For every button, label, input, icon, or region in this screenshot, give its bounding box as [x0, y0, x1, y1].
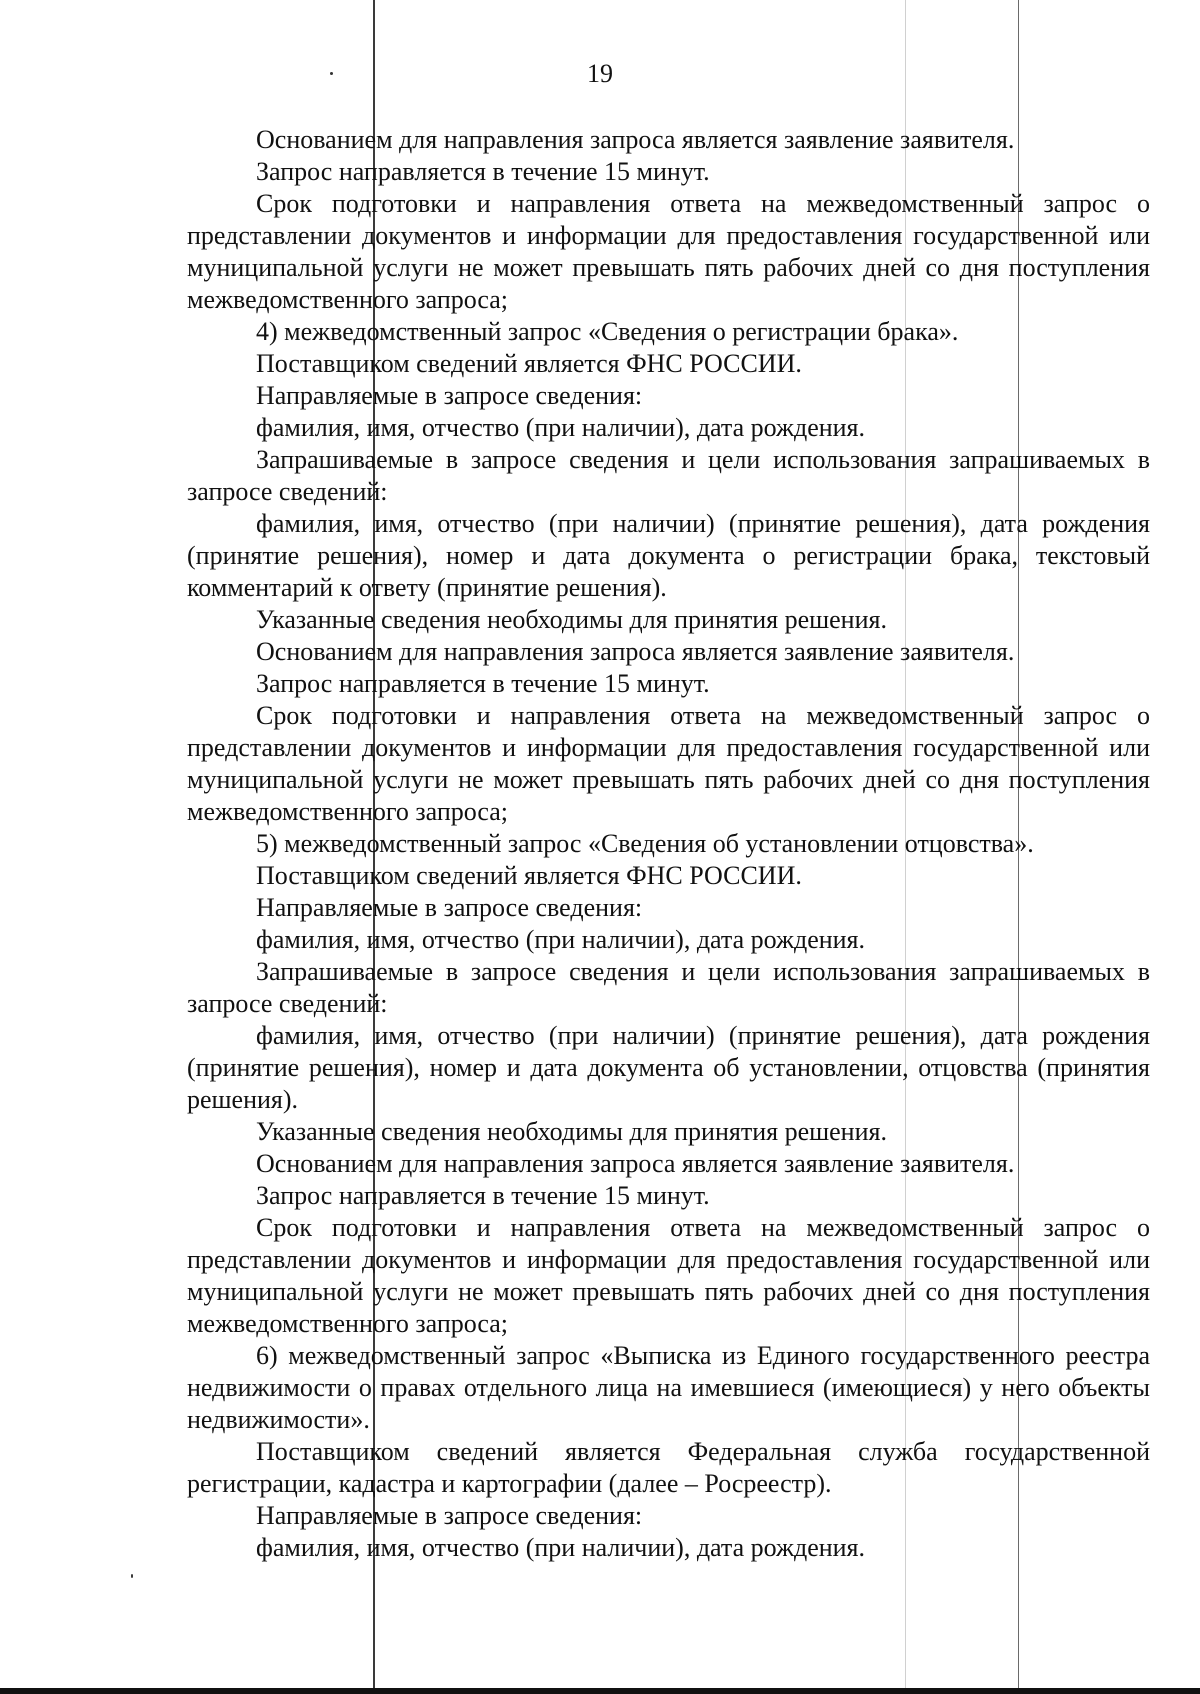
paragraph: Поставщиком сведений является Федеральная служба государственной регистрации, кадастра и картографии (далее – Росреестр). [187, 1437, 1150, 1498]
paragraph: фамилия, имя, отчество (при наличии), дата рождения. [256, 413, 866, 442]
paragraph: 5) межведомственный запрос «Сведения об установлении отцовства». [256, 829, 1034, 858]
paragraph: Срок подготовки и направления ответа на межведомственный запрос о представлении документов и информации для предоставления государственной или муниципальной услуги не может превышать пять рабочих дней со дня поступления межведомственного запроса; [187, 189, 1150, 314]
paragraph: фамилия, имя, отчество (при наличии) (принятие решения), дата рождения (принятие решения), номер и дата документа о регистрации брака, текстовый комментарий к ответу (принятие решения). [187, 509, 1150, 602]
paragraph: Запрашиваемые в запросе сведения и цели использования запрашиваемых в запросе сведений: [187, 957, 1150, 1018]
paragraph: Срок подготовки и направления ответа на межведомственный запрос о представлении документов и информации для предоставления государственной или муниципальной услуги не может превышать пять рабочих дней со дня поступления межведомственного запроса; [187, 701, 1150, 826]
paragraph: Основанием для направления запроса является заявление заявителя. [256, 637, 1015, 666]
paragraph: Срок подготовки и направления ответа на межведомственный запрос о представлении документов и информации для предоставления государственной или муниципальной услуги не может превышать пять рабочих дней со дня поступления межведомственного запроса; [187, 1213, 1150, 1338]
paragraph: 4) межведомственный запрос «Сведения о регистрации брака». [256, 317, 959, 346]
paragraph: Направляемые в запросе сведения: [256, 1501, 643, 1530]
paragraph: Указанные сведения необходимы для принятия решения. [256, 1117, 887, 1146]
page-number: 19 [587, 59, 613, 88]
scan-speck [131, 1574, 133, 1578]
paragraph: Запрашиваемые в запросе сведения и цели использования запрашиваемых в запросе сведений: [187, 445, 1150, 506]
document-body [187, 124, 1150, 1564]
paragraph: 6) межведомственный запрос «Выписка из Единого государственного реестра недвижимости о правах отдельного лица на имевшиеся (имеющиеся) у него объекты недвижимости». [187, 1341, 1150, 1434]
paragraph: Поставщиком сведений является ФНС РОССИИ. [256, 349, 802, 378]
paragraph: фамилия, имя, отчество (при наличии), дата рождения. [256, 925, 866, 954]
paragraph: Поставщиком сведений является ФНС РОССИИ. [256, 861, 802, 890]
paragraph: фамилия, имя, отчество (при наличии) (принятие решения), дата рождения (принятие решения), номер и дата документа об установлении, отцовства (принятия решения). [187, 1021, 1150, 1114]
paragraph: Основанием для направления запроса является заявление заявителя. [256, 125, 1015, 154]
paragraph: Направляемые в запросе сведения: [256, 893, 643, 922]
paragraph: Основанием для направления запроса является заявление заявителя. [256, 1149, 1015, 1178]
paragraph: Запрос направляется в течение 15 минут. [256, 669, 710, 698]
paragraph: Запрос направляется в течение 15 минут. [256, 1181, 710, 1210]
paragraph: Указанные сведения необходимы для принятия решения. [256, 605, 887, 634]
paragraph: Запрос направляется в течение 15 минут. [256, 157, 710, 186]
paragraph: фамилия, имя, отчество (при наличии), дата рождения. [256, 1533, 866, 1562]
paragraph: Направляемые в запросе сведения: [256, 381, 643, 410]
scan-bottom-edge [0, 1688, 1200, 1694]
